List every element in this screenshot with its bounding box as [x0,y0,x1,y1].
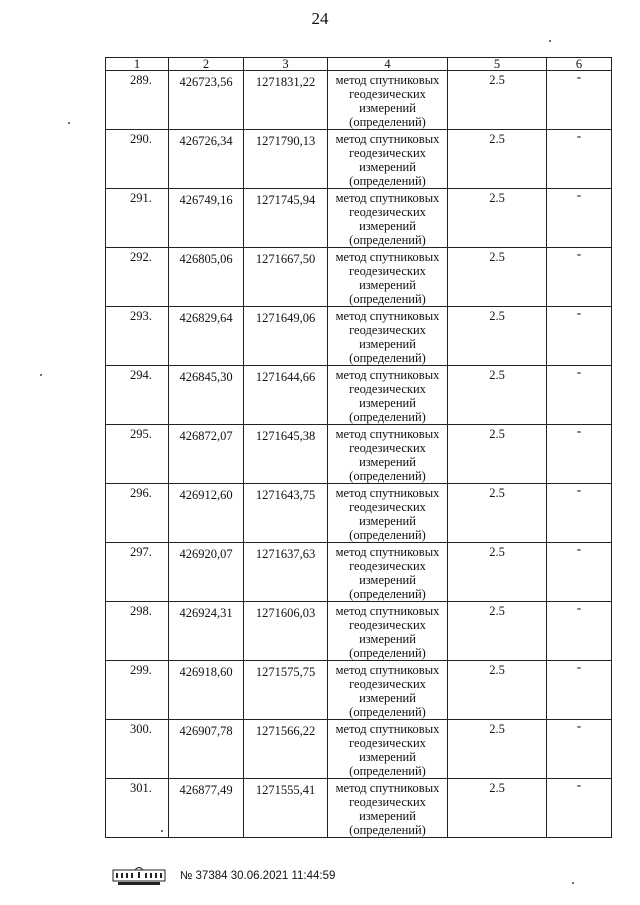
table-row [106,779,612,838]
note-cell: - [547,130,612,189]
accuracy-cell: 2.5 [448,779,547,838]
method-line: метод спутниковых [335,73,440,87]
method-cell [328,661,448,720]
x-coordinate-cell: 426918,60 [169,661,244,720]
note-cell: - [547,661,612,720]
method-line: геодезических [349,736,426,750]
method-line: измерений [359,219,416,233]
method-line: (определений) [349,351,426,365]
method-line: измерений [359,632,416,646]
y-coordinate-cell: 1271667,50 [244,248,328,307]
y-coordinate-cell: 1271637,63 [244,543,328,602]
table-row [106,661,612,720]
y-coordinate-cell: 1271643,75 [244,484,328,543]
method-cell [328,425,448,484]
method-cell [328,543,448,602]
method-line: (определений) [349,646,426,660]
y-coordinate-cell: 1271790,13 [244,130,328,189]
note-cell: - [547,543,612,602]
method-line: (определений) [349,115,426,129]
note-cell: - [547,779,612,838]
point-number-cell: 289. [106,71,169,130]
method-line: измерений [359,396,416,410]
footer [112,866,335,886]
note-cell: - [547,425,612,484]
note-cell: - [547,189,612,248]
method-line: измерений [359,809,416,823]
point-number-cell: 294. [106,366,169,425]
table-header-row [106,58,612,71]
method-line: метод спутниковых [335,486,440,500]
table-row [106,189,612,248]
method-line: геодезических [349,323,426,337]
y-coordinate-cell: 1271745,94 [244,189,328,248]
method-line: (определений) [349,528,426,542]
x-coordinate-cell: 426723,56 [169,71,244,130]
method-line: метод спутниковых [335,781,440,795]
accuracy-cell: 2.5 [448,307,547,366]
method-line: метод спутниковых [335,191,440,205]
method-cell [328,189,448,248]
x-coordinate-cell: 426872,07 [169,425,244,484]
point-number-cell: 291. [106,189,169,248]
method-line: измерений [359,101,416,115]
method-cell [328,307,448,366]
x-coordinate-cell: 426845,30 [169,366,244,425]
table-row [106,130,612,189]
method-line: (определений) [349,705,426,719]
method-line: геодезических [349,441,426,455]
point-number-cell: 292. [106,248,169,307]
method-line: измерений [359,278,416,292]
method-line: геодезических [349,559,426,573]
column-header: 3 [244,58,328,71]
table-row [106,720,612,779]
method-cell [328,720,448,779]
method-cell [328,484,448,543]
table-row [106,71,612,130]
scan-speck [68,122,70,124]
method-line: измерений [359,514,416,528]
scan-speck [40,374,42,376]
point-number-cell: 301. [106,779,169,838]
x-coordinate-cell: 426726,34 [169,130,244,189]
x-coordinate-cell: 426924,31 [169,602,244,661]
table-row [106,543,612,602]
method-line: измерений [359,750,416,764]
method-line: метод спутниковых [335,368,440,382]
column-header: 2 [169,58,244,71]
column-header: 5 [448,58,547,71]
accuracy-cell: 2.5 [448,602,547,661]
page-number: 24 [311,9,329,28]
y-coordinate-cell: 1271606,03 [244,602,328,661]
accuracy-cell: 2.5 [448,71,547,130]
method-line: метод спутниковых [335,427,440,441]
column-header: 1 [106,58,169,71]
accuracy-cell: 2.5 [448,661,547,720]
method-line: измерений [359,691,416,705]
method-line: измерений [359,337,416,351]
x-coordinate-cell: 426920,07 [169,543,244,602]
note-cell: - [547,602,612,661]
point-number-cell: 295. [106,425,169,484]
scan-speck [549,40,551,42]
table-row [106,366,612,425]
y-coordinate-cell: 1271566,22 [244,720,328,779]
method-line: метод спутниковых [335,250,440,264]
table-row [106,602,612,661]
method-cell [328,779,448,838]
method-line: геодезических [349,205,426,219]
accuracy-cell: 2.5 [448,720,547,779]
method-line: геодезических [349,146,426,160]
method-line: метод спутниковых [335,663,440,677]
x-coordinate-cell: 426907,78 [169,720,244,779]
scan-speck [572,882,574,884]
column-header: 4 [328,58,448,71]
method-cell [328,248,448,307]
method-line: (определений) [349,410,426,424]
point-number-cell: 293. [106,307,169,366]
table-row [106,484,612,543]
point-number-cell: 300. [106,720,169,779]
y-coordinate-cell: 1271644,66 [244,366,328,425]
point-number-cell: 299. [106,661,169,720]
x-coordinate-cell: 426805,06 [169,248,244,307]
method-line: геодезических [349,618,426,632]
method-line: измерений [359,455,416,469]
method-line: геодезических [349,264,426,278]
method-line: геодезических [349,677,426,691]
method-cell [328,366,448,425]
method-line: геодезических [349,382,426,396]
method-line: метод спутниковых [335,545,440,559]
y-coordinate-cell: 1271645,38 [244,425,328,484]
method-line: измерений [359,160,416,174]
method-line: геодезических [349,500,426,514]
x-coordinate-cell: 426749,16 [169,189,244,248]
method-line: (определений) [349,233,426,247]
method-line: (определений) [349,587,426,601]
accuracy-cell: 2.5 [448,425,547,484]
y-coordinate-cell: 1271831,22 [244,71,328,130]
method-line: (определений) [349,764,426,778]
method-line: геодезических [349,795,426,809]
registration-stamp: № 37384 30.06.2021 11:44:59 [180,870,336,882]
table-row [106,425,612,484]
accuracy-cell: 2.5 [448,543,547,602]
method-line: геодезических [349,87,426,101]
method-line: (определений) [349,174,426,188]
y-coordinate-cell: 1271575,75 [244,661,328,720]
method-line: метод спутниковых [335,309,440,323]
method-line: измерений [359,573,416,587]
accuracy-cell: 2.5 [448,248,547,307]
scan-speck [161,830,163,832]
method-cell [328,71,448,130]
point-number-cell: 297. [106,543,169,602]
method-line: метод спутниковых [335,132,440,146]
registry-emblem-icon [112,866,166,886]
accuracy-cell: 2.5 [448,484,547,543]
note-cell: - [547,307,612,366]
y-coordinate-cell: 1271555,41 [244,779,328,838]
accuracy-cell: 2.5 [448,189,547,248]
table-row [106,307,612,366]
point-number-cell: 290. [106,130,169,189]
x-coordinate-cell: 426877,49 [169,779,244,838]
method-line: (определений) [349,292,426,306]
accuracy-cell: 2.5 [448,130,547,189]
method-cell [328,602,448,661]
x-coordinate-cell: 426829,64 [169,307,244,366]
note-cell: - [547,720,612,779]
point-number-cell: 296. [106,484,169,543]
note-cell: - [547,248,612,307]
column-header: 6 [547,58,612,71]
method-cell [328,130,448,189]
note-cell: - [547,484,612,543]
table-row [106,248,612,307]
accuracy-cell: 2.5 [448,366,547,425]
point-number-cell: 298. [106,602,169,661]
x-coordinate-cell: 426912,60 [169,484,244,543]
method-line: метод спутниковых [335,722,440,736]
note-cell: - [547,366,612,425]
method-line: (определений) [349,823,426,837]
method-line: метод спутниковых [335,604,440,618]
y-coordinate-cell: 1271649,06 [244,307,328,366]
method-line: (определений) [349,469,426,483]
note-cell: - [547,71,612,130]
coordinates-table [105,57,612,838]
